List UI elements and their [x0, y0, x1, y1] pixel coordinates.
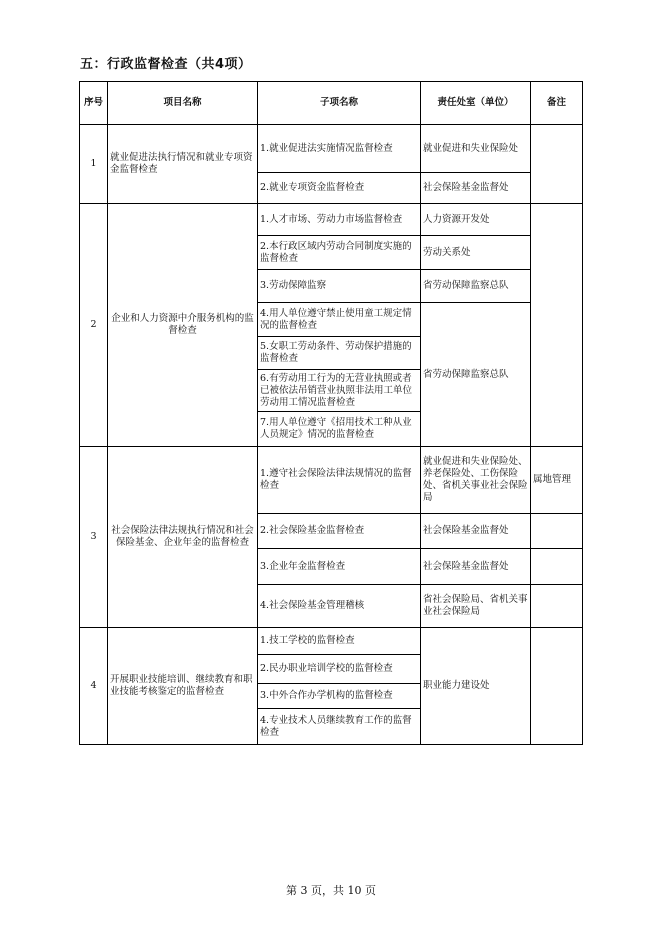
subitem-cell: 2.社会保险基金监督检查	[258, 514, 421, 549]
dept-cell: 省劳动保障监察总队	[421, 270, 531, 303]
table-row	[80, 447, 583, 514]
seq-cell: 3	[80, 447, 108, 628]
note-cell	[531, 628, 583, 745]
dept-cell: 社会保险基金监督处	[421, 173, 531, 204]
dept-cell: 人力资源开发处	[421, 204, 531, 236]
note-cell	[531, 514, 583, 549]
dept-cell: 就业促进和失业保险处、养老保险处、工伤保险处、省机关事业社会保险局	[421, 447, 531, 514]
subitem-cell: 3.中外合作办学机构的监督检查	[258, 684, 421, 709]
header-note: 备注	[531, 82, 583, 125]
subitem-cell: 1.技工学校的监督检查	[258, 628, 421, 655]
subitem-cell: 7.用人单位遵守《招用技术工种从业人员规定》情况的监督检查	[258, 412, 421, 447]
table-row	[80, 204, 583, 236]
dept-cell: 省劳动保障监察总队	[421, 303, 531, 447]
subitem-cell: 5.女职工劳动条件、劳动保护措施的监督检查	[258, 337, 421, 370]
seq-cell: 4	[80, 628, 108, 745]
header-subitem: 子项名称	[258, 82, 421, 125]
dept-cell: 职业能力建设处	[421, 628, 531, 745]
supervision-table	[79, 81, 583, 745]
project-cell: 开展职业技能培训、继续教育和职业技能考核鉴定的监督检查	[108, 628, 258, 745]
dept-cell: 社会保险基金监督处	[421, 549, 531, 585]
section-title: 五：行政监督检查（共4项）	[80, 57, 252, 72]
dept-cell: 劳动关系处	[421, 236, 531, 270]
table-header-row	[80, 82, 583, 125]
header-project: 项目名称	[108, 82, 258, 125]
project-cell: 社会保险法律法规执行情况和社会保险基金、企业年金的监督检查	[108, 447, 258, 628]
note-cell	[531, 125, 583, 204]
subitem-cell: 4.专业技术人员继续教育工作的监督检查	[258, 709, 421, 745]
subitem-cell: 1.就业促进法实施情况监督检查	[258, 125, 421, 173]
note-cell	[531, 204, 583, 447]
dept-cell: 就业促进和失业保险处	[421, 125, 531, 173]
header-seq: 序号	[80, 82, 108, 125]
table-row	[80, 125, 583, 173]
table-row	[80, 628, 583, 655]
note-cell	[531, 549, 583, 585]
subitem-cell: 4.用人单位遵守禁止使用童工规定情况的监督检查	[258, 303, 421, 337]
subitem-cell: 6.有劳动用工行为的无营业执照或者已被依法吊销营业执照非法用工单位劳动用工情况监督检查	[258, 370, 421, 412]
seq-cell: 1	[80, 125, 108, 204]
subitem-cell: 2.就业专项资金监督检查	[258, 173, 421, 204]
project-cell: 就业促进法执行情况和就业专项资金监督检查	[108, 125, 258, 204]
subitem-cell: 1.人才市场、劳动力市场监督检查	[258, 204, 421, 236]
note-cell: 属地管理	[531, 447, 583, 514]
header-dept: 责任处室（单位）	[421, 82, 531, 125]
page-footer: 第 3 页，共 10 页	[286, 884, 376, 897]
note-cell	[531, 585, 583, 628]
subitem-cell: 1.遵守社会保险法律法规情况的监督检查	[258, 447, 421, 514]
seq-cell: 2	[80, 204, 108, 447]
subitem-cell: 4.社会保险基金管理稽核	[258, 585, 421, 628]
subitem-cell: 3.企业年金监督检查	[258, 549, 421, 585]
project-cell: 企业和人力资源中介服务机构的监督检查	[108, 204, 258, 447]
subitem-cell: 2.本行政区域内劳动合同制度实施的监督检查	[258, 236, 421, 270]
dept-cell: 省社会保险局、省机关事业社会保险局	[421, 585, 531, 628]
subitem-cell: 2.民办职业培训学校的监督检查	[258, 655, 421, 684]
dept-cell: 社会保险基金监督处	[421, 514, 531, 549]
subitem-cell: 3.劳动保障监察	[258, 270, 421, 303]
